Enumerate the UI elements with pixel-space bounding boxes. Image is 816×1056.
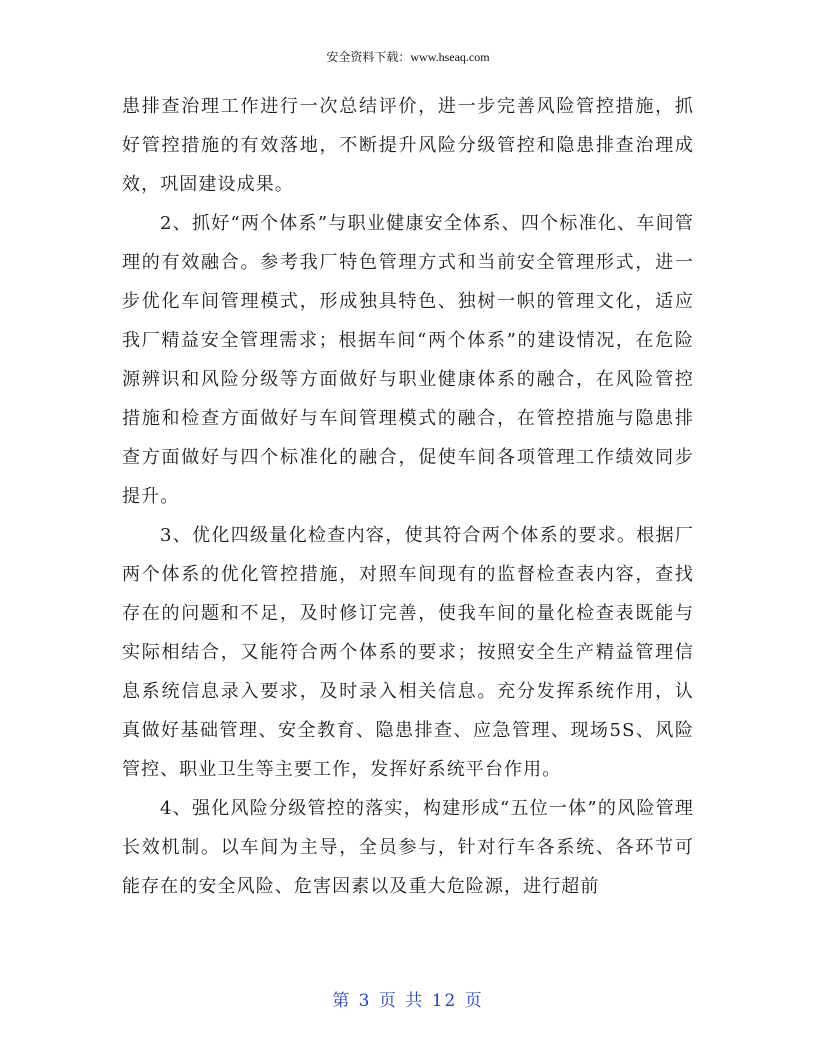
document-body bbox=[122, 87, 694, 906]
page-header: 安全资料下载：www.hseaq.com bbox=[326, 50, 490, 64]
paragraph-item-3: 3、优化四级量化检查内容，使其符合两个体系的要求。根据厂两个体系的优化管控措施，对照车间现有的监督检查表内容，查找存在的问题和不足，及时修订完善，使我车间的量化检查表既能与实际相结合，又能符合两个体系的要求；按照安全生产精益管理信息系统信息录入要求，及时录入相关信息。充分发挥系统作用，认真做好基础管理、安全教育、隐患排查、应急管理、现场5S、风险管控、职业卫生等主要工作，发挥好系统平台作用。 bbox=[122, 525, 694, 780]
paragraph-item-2: 2、抓好“两个体系”与职业健康安全体系、四个标准化、车间管理的有效融合。参考我厂特色管理方式和当前安全管理形式，进一步优化车间管理模式，形成独具特色、独树一帜的管理文化，适应我厂精益安全管理需求；根据车间“两个体系”的建设情况，在危险源辨识和风险分级等方面做好与职业健康体系的融合，在风险管控措施和检查方面做好与车间管理模式的融合，在管控措施与隐患排查方面做好与四个标准化的融合，促使车间各项管理工作绩效同步提升。 bbox=[122, 213, 694, 507]
page-number-footer: 第 3 页 共 12 页 bbox=[332, 991, 484, 1011]
paragraph-item-4: 4、强化风险分级管控的落实，构建形成“五位一体”的风险管理长效机制。以车间为主导，全员参与，针对行车各系统、各环节可能存在的安全风险、危害因素以及重大危险源，进行超前 bbox=[122, 798, 694, 897]
paragraph-continuation: 患排查治理工作进行一次总结评价，进一步完善风险管控措施，抓好管控措施的有效落地，不断提升风险分级管控和隐患排查治理成效，巩固建设成果。 bbox=[122, 96, 694, 195]
